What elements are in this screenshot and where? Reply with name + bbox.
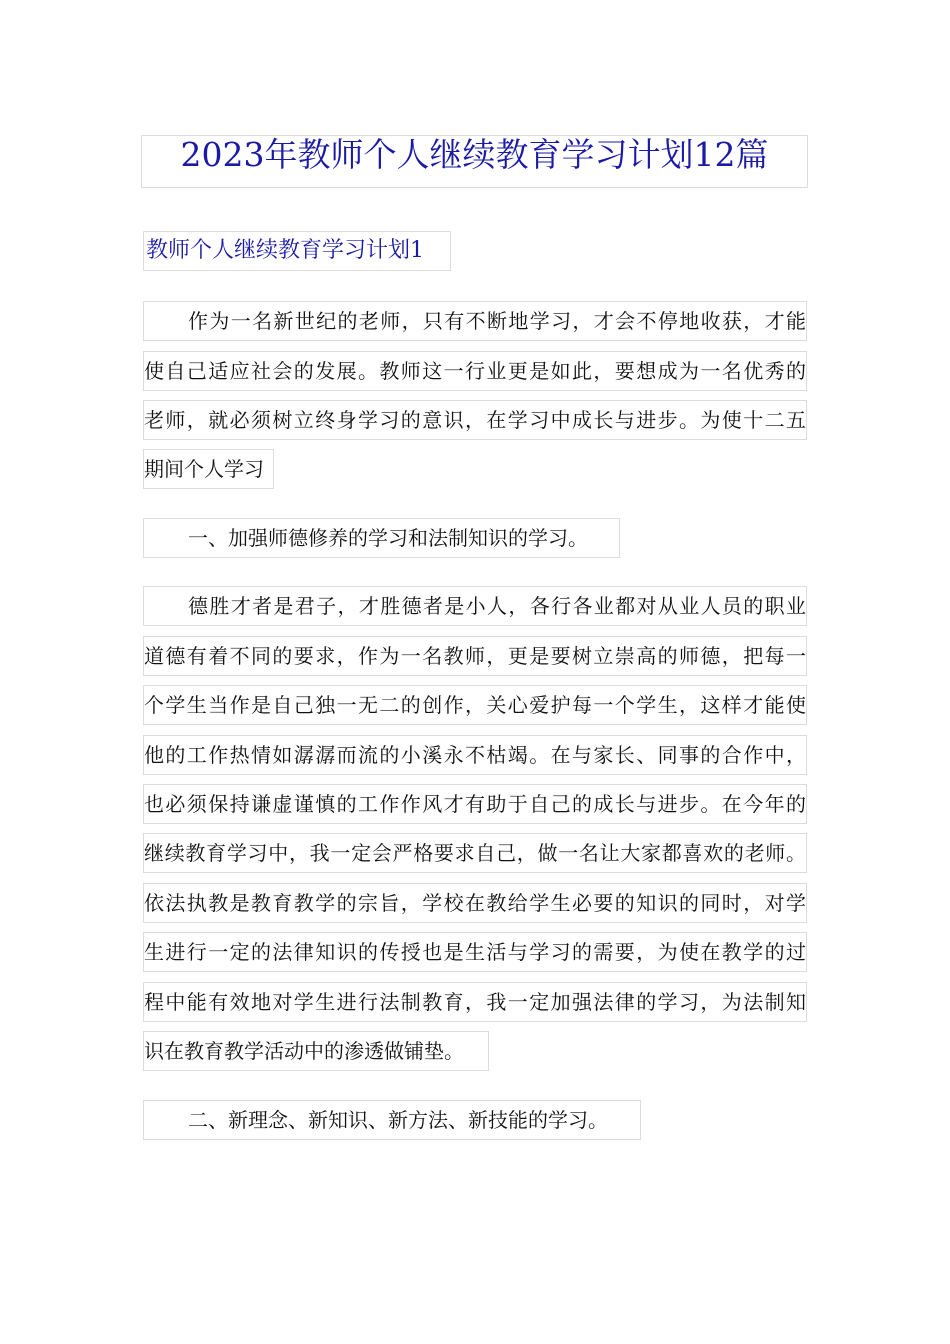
document-title: 2023年教师个人继续教育学习计划12篇: [141, 135, 808, 188]
paragraph-line: 道德有着不同的要求，作为一名教师，更是要树立崇高的师德，把每一: [143, 636, 807, 676]
paragraph-line: 他的工作热情如潺潺而流的小溪永不枯竭。在与家长、同事的合作中，: [143, 735, 807, 775]
section-heading: 教师个人继续教育学习计划1: [143, 231, 451, 271]
paragraph-line: 德胜才者是君子，才胜德者是小人，各行各业都对从业人员的职业: [143, 586, 807, 626]
paragraph-line: 继续教育学习中，我一定会严格要求自己，做一名让大家都喜欢的老师。: [143, 833, 807, 873]
paragraph-line: 也必须保持谦虚谨慎的工作作风才有助于自己的成长与进步。在今年的: [143, 784, 807, 824]
paragraph-line: 使自己适应社会的发展。教师这一行业更是如此，要想成为一名优秀的: [143, 351, 807, 391]
paragraph-line: 期间个人学习: [143, 449, 274, 489]
paragraph-line: 识在教育教学活动中的渗透做铺垫。: [143, 1031, 489, 1071]
paragraph-line: 老师，就必须树立终身学习的意识，在学习中成长与进步。为使十二五: [143, 400, 807, 440]
paragraph-line: 个学生当作是自己独一无二的创作，关心爱护每一个学生，这样才能使: [143, 685, 807, 725]
paragraph-line: 作为一名新世纪的老师，只有不断地学习，才会不停地收获，才能: [143, 301, 807, 341]
paragraph-line: 依法执教是教育教学的宗旨，学校在教给学生必要的知识的同时，对学: [143, 883, 807, 923]
section-heading-1: 一、加强师德修养的学习和法制知识的学习。: [143, 518, 620, 558]
section-heading-2: 二、新理念、新知识、新方法、新技能的学习。: [143, 1100, 641, 1140]
paragraph-line: 程中能有效地对学生进行法制教育，我一定加强法律的学习，为法制知: [143, 982, 807, 1022]
paragraph-line: 生进行一定的法律知识的传授也是生活与学习的需要，为使在教学的过: [143, 932, 807, 972]
